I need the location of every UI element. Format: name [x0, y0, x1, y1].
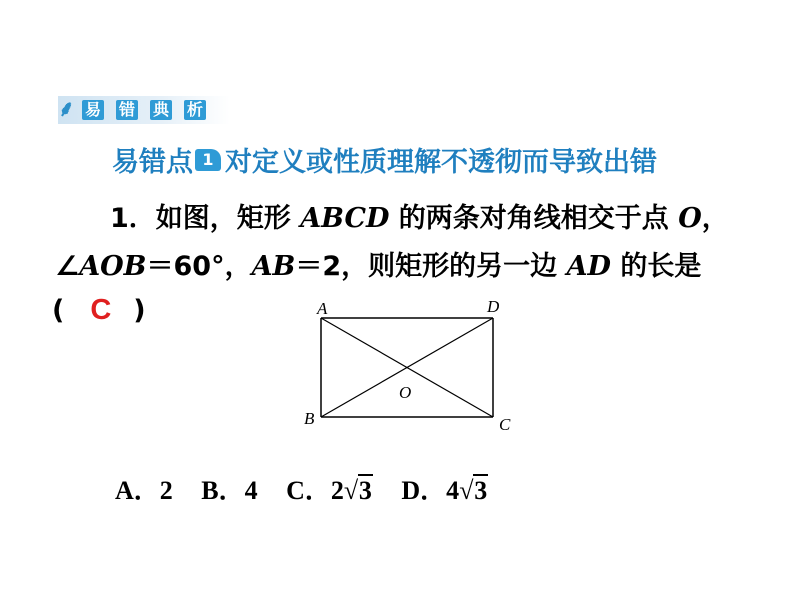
answer-letter: C: [90, 294, 112, 326]
paren-close: ): [133, 295, 146, 326]
option-c-prefix: C．2: [286, 476, 344, 505]
banner-char: 典: [150, 100, 172, 120]
heading-number-tag: 1: [195, 149, 221, 171]
radical-sign-icon: √: [459, 476, 474, 505]
question-line-1: [110, 196, 729, 235]
sqrt: [459, 476, 488, 506]
error-point-heading: [112, 140, 657, 179]
banner-char: 错: [116, 100, 138, 120]
section-banner: [58, 96, 230, 124]
heading-prefix: 易错点: [112, 147, 193, 178]
sqrt: [344, 476, 373, 506]
answer-options: [115, 470, 510, 507]
banner-char: 易: [82, 100, 104, 120]
rectangle-figure: [296, 292, 526, 442]
question-text: ，: [701, 203, 729, 234]
radicand: 3: [474, 476, 488, 505]
option-d[interactable]: [401, 470, 488, 507]
label-a: A: [317, 299, 328, 318]
angle-symbol: ∠: [55, 251, 80, 282]
option-d-prefix: D．4: [401, 476, 460, 505]
option-b[interactable]: B．4: [201, 476, 258, 505]
var-aob: AOB: [79, 251, 147, 282]
var-abcd: ABCD: [300, 203, 390, 234]
label-o: O: [399, 383, 412, 402]
question-text: ＝2，则矩形的另一边: [295, 251, 558, 282]
banner-char: 析: [184, 100, 206, 120]
var-ad: AD: [566, 251, 611, 282]
question-text: ＝60°，: [146, 251, 252, 282]
label-b: B: [304, 409, 315, 428]
banner-decoration-icon: ⸙: [58, 97, 75, 122]
question-text: 如图，矩形: [155, 203, 291, 234]
radicand: 3: [358, 476, 372, 505]
question-line-2: [55, 244, 701, 283]
var-o: O: [678, 203, 702, 234]
label-d: D: [487, 297, 500, 316]
radical-sign-icon: √: [343, 476, 359, 505]
paren-open: (: [52, 295, 65, 326]
question-text: 的长是: [620, 251, 702, 282]
question-text: 的两条对角线相交于点: [398, 203, 669, 234]
label-c: C: [499, 415, 511, 434]
option-a[interactable]: A．2: [115, 476, 173, 505]
option-c[interactable]: [286, 470, 373, 507]
answer-blank: [52, 294, 146, 327]
heading-text: 对定义或性质理解不透彻而导致出错: [225, 147, 657, 178]
question-number: 1．: [110, 203, 156, 234]
var-ab: AB: [251, 251, 296, 282]
